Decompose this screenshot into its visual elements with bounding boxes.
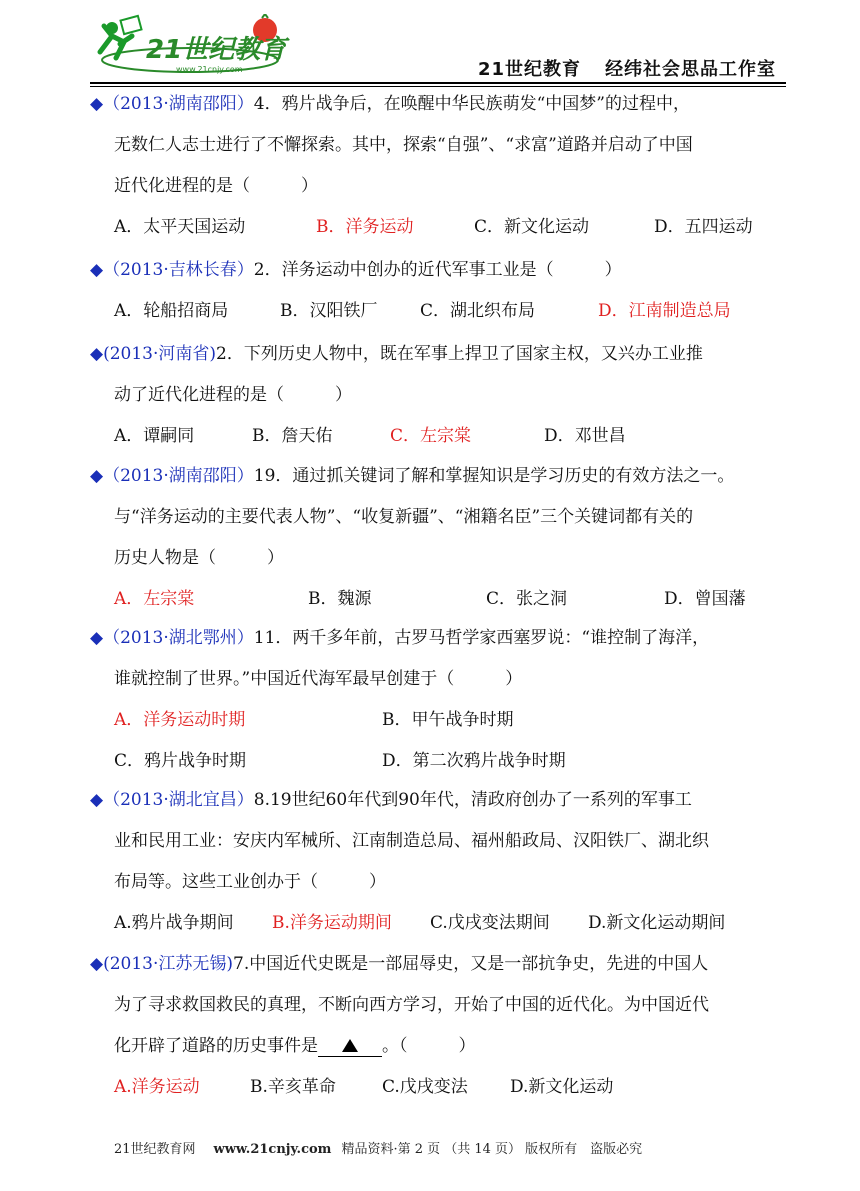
page-header [0, 0, 860, 82]
option-b: B．汉阳铁厂 [280, 301, 378, 321]
diamond-icon: ◆ [90, 344, 104, 364]
question-text: 8.19世纪60年代到90年代，清政府创办了一系列的军事工 [253, 790, 692, 810]
question-4 [90, 456, 790, 620]
footer-url[interactable]: www.21cnjy.com [213, 1142, 332, 1157]
option-c-answer: C．左宗棠 [390, 426, 472, 446]
question-2 [90, 250, 790, 332]
question-source: （2013·湖北宜昌） [103, 790, 254, 810]
question-source: （2013·湖南邵阳） [103, 94, 254, 114]
option-c: C．张之洞 [486, 589, 568, 609]
option-d: D．曾国藩 [664, 589, 746, 609]
diamond-icon: ◆ [90, 628, 104, 648]
options-row [90, 579, 790, 620]
question-source: (2013·江苏无锡) [103, 954, 234, 974]
diamond-icon: ◆ [90, 466, 104, 486]
question-text: 4．鸦片战争后，在唤醒中华民族萌发“中国梦”的过程中， [253, 94, 690, 114]
question-3 [90, 334, 790, 457]
option-d: D.新文化运动 [510, 1077, 614, 1097]
page-footer [114, 1138, 642, 1157]
option-c: C．新文化运动 [474, 217, 590, 237]
option-b-answer: B.洋务运动期间 [272, 913, 392, 933]
question-source: （2013·湖北鄂州） [103, 628, 254, 648]
header-title-left: 21世纪教育 [478, 59, 582, 80]
footer-page-info: 精品资料·第 2 页 （共 14 页） 版权所有 盗版必究 [341, 1142, 643, 1157]
option-d: D．邓世昌 [544, 426, 626, 446]
question-text: 2．洋务运动中创办的近代军事工业是（ ） [253, 260, 622, 280]
footer-site: 21世纪教育网 [114, 1142, 196, 1157]
header-title-right: 经纬社会思品工作室 [605, 59, 777, 80]
question-text: 近代化进程的是（ ） [114, 176, 318, 196]
option-a: A.鸦片战争期间 [114, 913, 234, 933]
option-c: C.戊戌变法 [382, 1077, 468, 1097]
options-row [90, 700, 790, 741]
options-row [90, 291, 790, 332]
option-a: A．太平天国运动 [114, 217, 246, 237]
question-text: 布局等。这些工业创办于（ ） [114, 872, 386, 892]
logo-url: www.21cnjy.com [176, 65, 243, 74]
question-text: 动了近代化进程的是（ ） [114, 385, 352, 405]
options-row [90, 741, 790, 782]
question-text: 。（ ） [382, 1036, 476, 1056]
question-text: 与“洋务运动的主要代表人物”、“收复新疆”、“湘籍名臣”三个关键词都有关的 [114, 507, 694, 527]
option-a-answer: A．洋务运动时期 [114, 710, 246, 730]
question-text: 2．下列历史人物中，既在军事上捍卫了国家主权，又兴办工业推 [216, 344, 703, 364]
question-6 [90, 780, 790, 944]
question-text: 19．通过抓关键词了解和掌握知识是学习历史的有效方法之一。 [253, 466, 735, 486]
option-c: C.戊戌变法期间 [430, 913, 550, 933]
option-d-answer: D．江南制造总局 [598, 301, 731, 321]
option-d: D．第二次鸦片战争时期 [382, 751, 566, 771]
question-text: 历史人物是（ ） [114, 548, 284, 568]
logo [90, 14, 290, 76]
question-text: 谁就控制了世界。”中国近代海军最早创建于（ ） [114, 669, 523, 689]
option-a: A．轮船招商局 [114, 301, 229, 321]
question-source: （2013·吉林长春） [103, 260, 254, 280]
option-b: B．甲午战争时期 [382, 710, 514, 730]
option-a-answer: A.洋务运动 [114, 1077, 200, 1097]
option-a-answer: A．左宗棠 [114, 589, 195, 609]
options-row [90, 416, 790, 457]
question-1 [90, 84, 790, 248]
options-row [90, 1067, 790, 1108]
option-b: B.辛亥革命 [250, 1077, 336, 1097]
option-c: C．鸦片战争时期 [114, 751, 247, 771]
question-text: 无数仁人志士进行了不懈探索。其中，探索“自强”、“求富”道路并启动了中国 [114, 135, 693, 155]
option-d: D.新文化运动期间 [588, 913, 726, 933]
question-text: 化开辟了道路的历史事件是 [114, 1036, 318, 1056]
question-7 [90, 944, 790, 1108]
question-text: 7.中国近代史既是一部屈辱史，又是一部抗争史，先进的中国人 [233, 954, 709, 974]
question-text: 为了寻求救国救民的真理，不断向西方学习，开始了中国的近代化。为中国近代 [114, 995, 709, 1015]
question-source: （2013·湖南邵阳） [103, 466, 254, 486]
option-b: B．詹天佑 [252, 426, 333, 446]
diamond-icon: ◆ [90, 790, 104, 810]
option-c: C．湖北织布局 [420, 301, 536, 321]
question-source: (2013·河南省) [103, 344, 217, 364]
options-row [90, 903, 790, 944]
question-text: 业和民用工业：安庆内军械所、江南制造总局、福州船政局、汉阳铁厂、湖北织 [114, 831, 709, 851]
diamond-icon: ◆ [90, 94, 104, 114]
option-d: D．五四运动 [654, 217, 753, 237]
option-b-answer: B．洋务运动 [316, 217, 414, 237]
options-row [90, 207, 790, 248]
answer-blank [318, 1036, 382, 1057]
diamond-icon: ◆ [90, 954, 104, 974]
question-text: 11．两千多年前，古罗马哲学家西塞罗说：“谁控制了海洋， [253, 628, 710, 648]
logo-text: 21世纪教育 [146, 35, 287, 65]
header-title [478, 55, 776, 81]
option-a: A．谭嗣同 [114, 426, 195, 446]
triangle-icon [342, 1039, 358, 1052]
diamond-icon: ◆ [90, 260, 104, 280]
question-5 [90, 618, 790, 782]
option-b: B．魏源 [308, 589, 372, 609]
